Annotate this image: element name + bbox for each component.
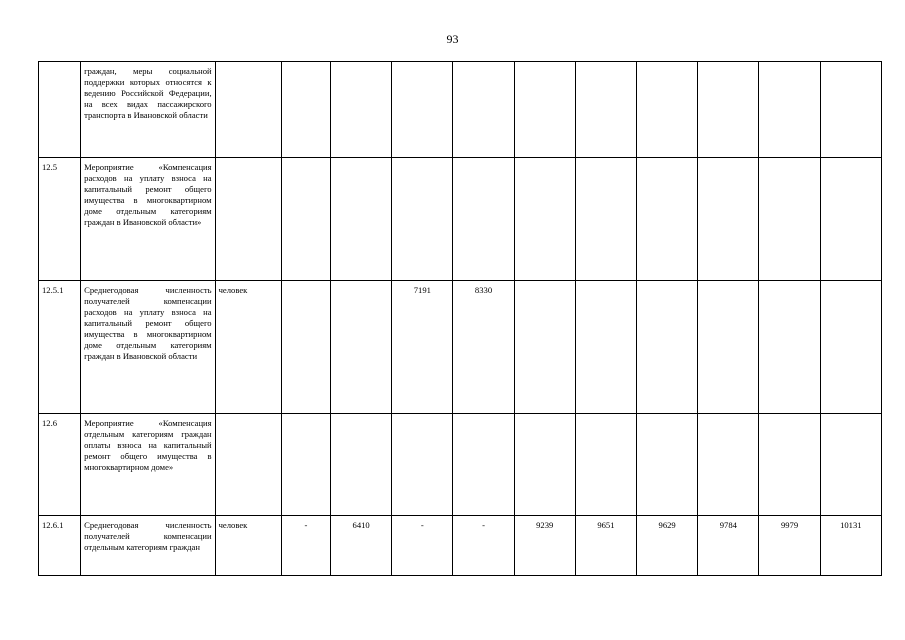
row-value-cell: - (453, 516, 514, 576)
row-value-cell (281, 281, 330, 414)
row-value-cell (331, 62, 392, 158)
row-value-cell (514, 281, 575, 414)
row-description-cell: Мероприятие «Компенсация отдельным категориям граждан оплаты взноса на капитальный ремонт общего имущества в многоквартирном доме» (81, 414, 215, 516)
row-value-cell (453, 158, 514, 281)
row-value-cell: 7191 (392, 281, 453, 414)
row-value-cell (698, 281, 759, 414)
row-value-cell: 8330 (453, 281, 514, 414)
row-value-cell: 9239 (514, 516, 575, 576)
row-value-cell (281, 414, 330, 516)
row-value-cell (820, 62, 881, 158)
row-value-cell (637, 414, 698, 516)
row-value-cell (392, 158, 453, 281)
table-row (39, 158, 882, 281)
row-value-cell (514, 62, 575, 158)
row-value-cell (759, 281, 820, 414)
row-description-cell: Мероприятие «Компенсация расходов на уплату взноса на капитальный ремонт общего имущества в многоквартирном доме отдельным категориям граждан в Ивановской области» (81, 158, 215, 281)
row-value-cell: - (281, 516, 330, 576)
row-unit-cell: человек (215, 281, 281, 414)
row-value-cell (575, 158, 636, 281)
indicators-table (38, 61, 882, 576)
table-row (39, 281, 882, 414)
row-value-cell (281, 62, 330, 158)
row-value-cell (514, 158, 575, 281)
row-number-cell: 12.5 (39, 158, 81, 281)
row-description-cell: Среднегодовая численность получателей компенсации расходов на уплату взноса на капитальный ремонт общего имущества в многоквартирном доме отдельным категориям граждан в Ивановской области (81, 281, 215, 414)
row-value-cell (637, 62, 698, 158)
row-value-cell (637, 158, 698, 281)
row-value-cell (820, 281, 881, 414)
row-value-cell (453, 62, 514, 158)
row-value-cell (820, 158, 881, 281)
table-row (39, 414, 882, 516)
row-value-cell (575, 281, 636, 414)
row-value-cell (759, 414, 820, 516)
row-value-cell (281, 158, 330, 281)
row-value-cell (392, 62, 453, 158)
row-value-cell: 9784 (698, 516, 759, 576)
row-value-cell (514, 414, 575, 516)
row-value-cell (759, 62, 820, 158)
row-unit-cell (215, 62, 281, 158)
row-value-cell (759, 158, 820, 281)
row-unit-cell (215, 158, 281, 281)
row-description-cell: граждан, меры социальной поддержки которых относятся к ведению Российской Федерации, на всех видах пассажирского транспорта в Ивановской области (81, 62, 215, 158)
table-row (39, 62, 882, 158)
row-value-cell (820, 414, 881, 516)
row-value-cell (575, 62, 636, 158)
row-value-cell (698, 414, 759, 516)
row-value-cell (331, 414, 392, 516)
row-value-cell: 9651 (575, 516, 636, 576)
row-number-cell (39, 62, 81, 158)
row-unit-cell (215, 414, 281, 516)
row-value-cell (331, 281, 392, 414)
page-number: 93 (446, 32, 459, 46)
row-value-cell: - (392, 516, 453, 576)
row-number-cell: 12.5.1 (39, 281, 81, 414)
table-row (39, 516, 882, 576)
row-value-cell (392, 414, 453, 516)
row-value-cell (575, 414, 636, 516)
row-description-cell: Среднегодовая численность получателей компенсации отдельным категориям граждан (81, 516, 215, 576)
row-value-cell: 10131 (820, 516, 881, 576)
row-value-cell (637, 281, 698, 414)
row-value-cell: 9979 (759, 516, 820, 576)
row-value-cell (453, 414, 514, 516)
row-value-cell: 6410 (331, 516, 392, 576)
row-value-cell: 9629 (637, 516, 698, 576)
row-number-cell: 12.6 (39, 414, 81, 516)
row-unit-cell: человек (215, 516, 281, 576)
row-value-cell (698, 158, 759, 281)
row-number-cell: 12.6.1 (39, 516, 81, 576)
row-value-cell (698, 62, 759, 158)
row-value-cell (331, 158, 392, 281)
table-body (39, 62, 882, 576)
